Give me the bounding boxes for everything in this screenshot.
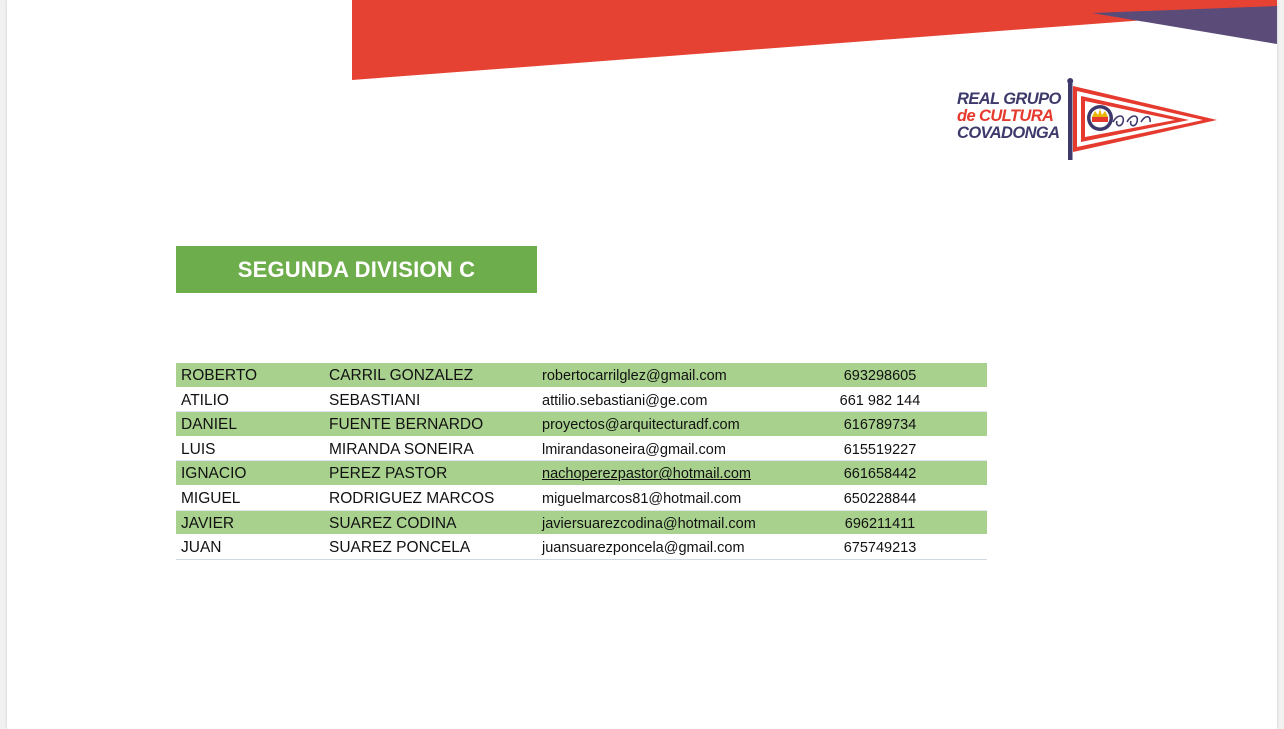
first-name-cell: ROBERTO	[181, 367, 258, 384]
table-row	[176, 412, 987, 437]
document-page	[7, 0, 1277, 729]
phone-cell: 675749213	[843, 540, 917, 557]
logo-line-1: REAL GRUPO	[957, 90, 1061, 108]
pennant-flag-icon	[1061, 78, 1217, 164]
email-cell: juansuarezponcela@gmail.com	[542, 540, 745, 557]
first-name-cell: DANIEL	[181, 416, 237, 434]
email-cell: attilio.sebastiani@ge.com	[542, 392, 708, 409]
phone-cell: 661658442	[843, 466, 917, 483]
phone-cell: 650228844	[843, 490, 917, 507]
first-name-cell: LUIS	[181, 440, 216, 458]
last-name-cell: PEREZ PASTOR	[329, 465, 448, 483]
division-title: SEGUNDA DIVISION C	[176, 246, 537, 293]
email-cell: proyectos@arquitecturadf.com	[542, 417, 740, 434]
player-roster-table	[176, 363, 987, 560]
first-name-cell: JUAN	[181, 539, 222, 557]
email-cell: miguelmarcos81@hotmail.com	[542, 490, 742, 507]
last-name-cell: SUAREZ PONCELA	[329, 539, 471, 557]
last-name-cell: SUAREZ CODINA	[329, 514, 457, 532]
first-name-cell: JAVIER	[181, 514, 235, 532]
decorative-banner	[7, 0, 1277, 82]
logo-line-2: de CULTURA	[957, 107, 1054, 125]
table-row	[176, 388, 987, 413]
last-name-cell: RODRIGUEZ MARCOS	[329, 489, 495, 507]
last-name-cell: MIRANDA SONEIRA	[329, 440, 474, 458]
phone-cell: 616789734	[843, 417, 917, 434]
first-name-cell: ATILIO	[181, 391, 229, 409]
club-logo	[957, 78, 1217, 164]
phone-cell: 661 982 144	[839, 392, 921, 409]
table-row	[176, 486, 987, 511]
email-cell: lmirandasoneira@gmail.com	[542, 441, 726, 458]
first-name-cell: IGNACIO	[181, 465, 247, 483]
logo-line-3: COVADONGA	[957, 124, 1060, 142]
table-row	[176, 363, 987, 388]
phone-cell: 696211411	[844, 515, 916, 532]
email-cell[interactable]: nachoperezpastor@hotmail.com	[542, 466, 751, 483]
table-row	[176, 511, 987, 536]
table-row	[176, 437, 987, 462]
table-row	[176, 461, 987, 486]
first-name-cell: MIGUEL	[181, 489, 241, 507]
last-name-cell: FUENTE BERNARDO	[329, 416, 484, 434]
email-cell: javiersuarezcodina@hotmail.com	[542, 515, 756, 532]
club-logo-text	[957, 91, 1061, 142]
table-row	[176, 535, 987, 560]
email-cell: robertocarrilglez@gmail.com	[542, 368, 727, 384]
phone-cell: 693298605	[843, 368, 917, 384]
phone-cell: 615519227	[843, 441, 917, 458]
last-name-cell: CARRIL GONZALEZ	[329, 367, 474, 384]
last-name-cell: SEBASTIANI	[329, 391, 421, 409]
